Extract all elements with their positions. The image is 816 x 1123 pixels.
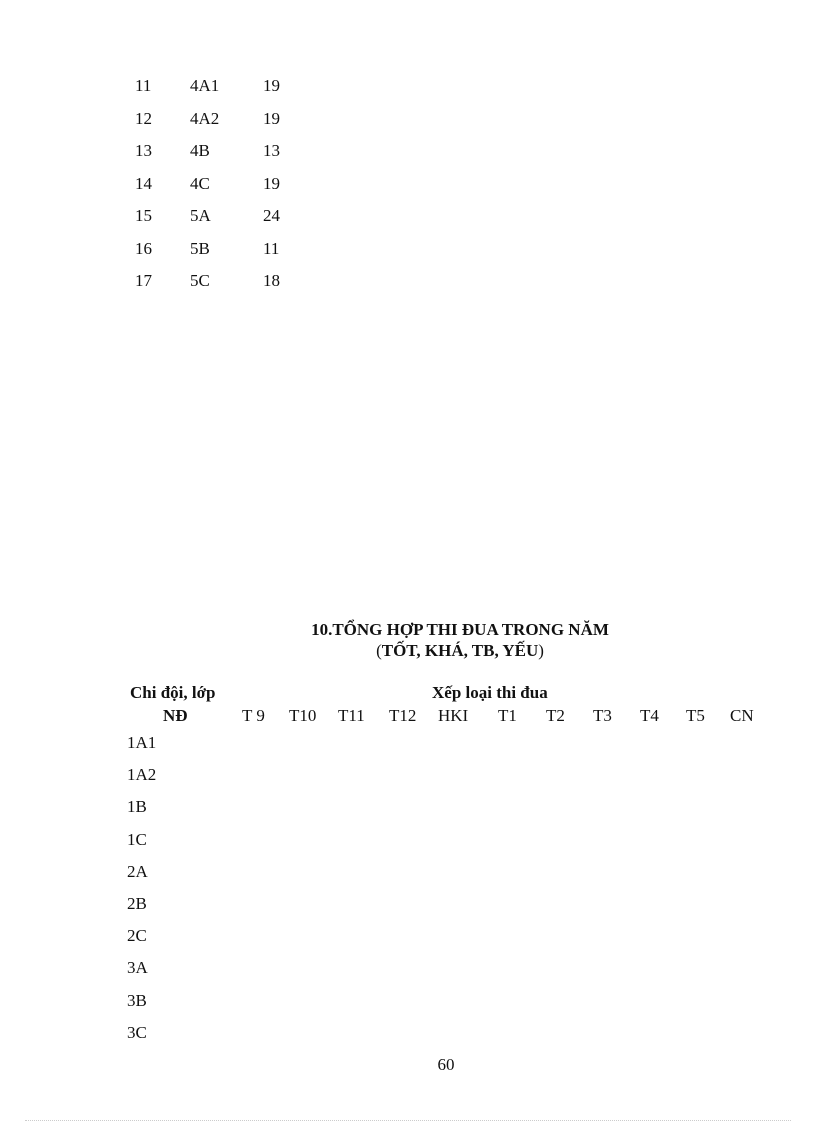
month-header-row <box>0 706 816 726</box>
class-count: 24 <box>263 206 280 226</box>
class-count: 18 <box>263 271 280 291</box>
list-item: 3B <box>127 990 147 1010</box>
class-count: 11 <box>263 238 280 258</box>
list-item: 1A2 <box>127 765 157 785</box>
list-item: 1B <box>127 797 147 817</box>
class-name: 5B <box>190 238 210 258</box>
page-number: 60 <box>437 1055 455 1074</box>
row-number: 15 <box>135 206 152 226</box>
table-row <box>135 233 303 266</box>
month-header: T11 <box>338 706 365 725</box>
month-header: T2 <box>546 706 565 725</box>
column-header-class: Chi đội, lớp <box>130 683 216 702</box>
list-item: 1C <box>127 829 147 849</box>
class-name: 5A <box>190 206 211 226</box>
class-list <box>127 727 156 1049</box>
class-name: 4C <box>190 173 210 193</box>
subtitle-text: TỐT, KHÁ, TB, YẾU <box>381 641 539 660</box>
table-row <box>135 70 303 103</box>
row-number: 11 <box>135 76 152 96</box>
table-row <box>135 168 303 201</box>
month-header: T10 <box>289 706 317 725</box>
class-count: 19 <box>263 108 280 128</box>
column-header-ranking: Xếp loại thi đua <box>432 683 548 702</box>
section-title: 10.TỔNG HỢP THI ĐUA TRONG NĂM <box>311 620 609 639</box>
month-header: T4 <box>640 706 659 725</box>
month-header: T5 <box>686 706 705 725</box>
table-row <box>135 265 303 298</box>
list-item: 2C <box>127 926 147 946</box>
table-row <box>135 103 303 136</box>
month-header: T12 <box>389 706 417 725</box>
subtitle-close-paren: ) <box>538 641 544 660</box>
list-item: 3A <box>127 958 148 978</box>
month-header: T 9 <box>242 706 265 725</box>
class-count: 19 <box>263 76 280 96</box>
row-number: 13 <box>135 141 152 161</box>
month-header: CN <box>730 706 754 725</box>
class-name: 4A2 <box>190 108 220 128</box>
row-number: 14 <box>135 173 152 193</box>
list-item: 1A1 <box>127 733 157 753</box>
month-header: HKI <box>438 706 469 725</box>
table-row <box>135 135 303 168</box>
class-count: 13 <box>263 141 280 161</box>
list-item: 2B <box>127 894 147 914</box>
class-count: 19 <box>263 173 280 193</box>
row-number: 16 <box>135 238 152 258</box>
section-subtitle <box>200 641 720 661</box>
class-name: 5C <box>190 271 210 291</box>
list-item: 2A <box>127 861 148 881</box>
class-count-table <box>135 70 303 298</box>
row-number: 12 <box>135 108 152 128</box>
footer-divider <box>25 1120 791 1121</box>
list-item: 3C <box>127 1022 147 1042</box>
month-header: T3 <box>593 706 612 725</box>
subtitle-open-paren: ( <box>376 641 382 660</box>
month-header: T1 <box>498 706 517 725</box>
row-number: 17 <box>135 271 152 291</box>
table-row <box>135 200 303 233</box>
class-name: 4B <box>190 141 210 161</box>
nd-label: NĐ <box>163 706 188 725</box>
class-name: 4A1 <box>190 76 220 96</box>
